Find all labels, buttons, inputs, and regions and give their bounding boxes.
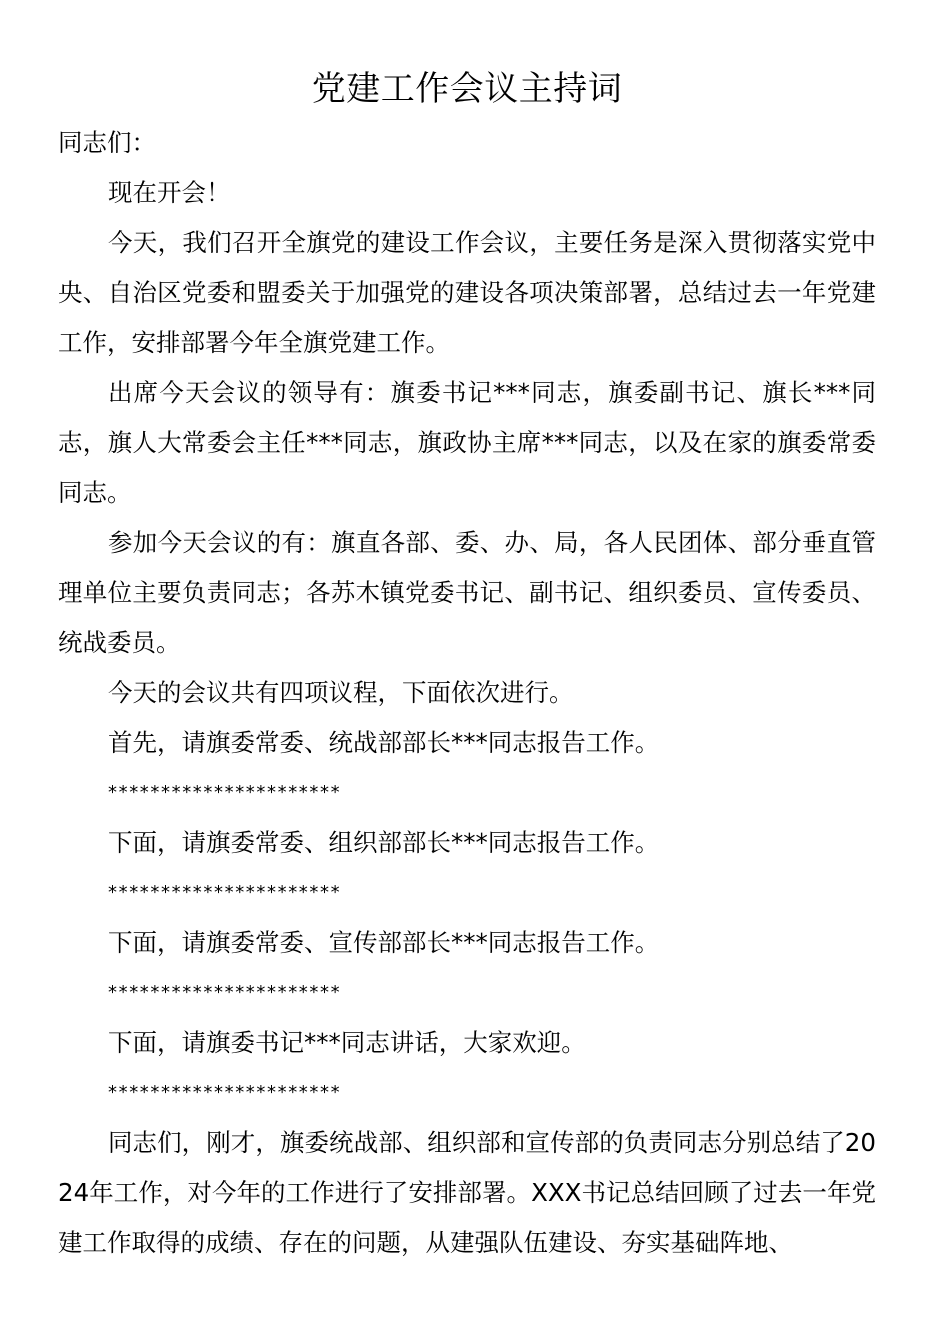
paragraph-meeting-purpose: 今天，我们召开全旗党的建设工作会议，主要任务是深入贯彻落实党中央、自治区党委和盟委关于加强党的建设各项决策部署，总结过去一年党建工作，安排部署今年全旗党建工作。 (58, 228, 876, 357)
paragraph-attending-leaders: 出席今天会议的领导有：旗委书记***同志，旗委副书记、旗长***同志，旗人大常委会主任***同志，旗政协主席***同志，以及在家的旗委常委同志。 (58, 378, 876, 507)
paragraph-agenda: 今天的会议共有四项议程，下面依次进行。 (108, 678, 574, 707)
paragraph-open-meeting: 现在开会！ (108, 178, 231, 207)
document-page (58, 62, 876, 1268)
separator-stars: ********************** (108, 982, 342, 1003)
paragraph-agenda-item-3: 下面，请旗委常委、宣传部部长***同志报告工作。 (108, 928, 660, 957)
paragraph-participants: 参加今天会议的有：旗直各部、委、办、局，各人民团体、部分垂直管理单位主要负责同志；各苏木镇党委书记、副书记、组织委员、宣传委员、统战委员。 (58, 528, 876, 657)
separator-stars: ********************** (108, 882, 342, 903)
separator-stars: ********************** (108, 1082, 342, 1103)
separator-stars: ********************** (108, 782, 342, 803)
paragraph-agenda-item-4: 下面，请旗委书记***同志讲话，大家欢迎。 (108, 1028, 586, 1057)
document-title: 党建工作会议主持词 (311, 69, 623, 109)
paragraph-agenda-item-2: 下面，请旗委常委、组织部部长***同志报告工作。 (108, 828, 660, 857)
salutation: 同志们： (58, 128, 156, 157)
paragraph-agenda-item-1: 首先，请旗委常委、统战部部长***同志报告工作。 (108, 728, 660, 757)
paragraph-summary: 同志们，刚才，旗委统战部、组织部和宣传部的负责同志分别总结了2024年工作，对今年的工作进行了安排部署。XXX书记总结回顾了过去一年党建工作取得的成绩、存在的问题，从建强队伍建设、夯实基础阵地、 (58, 1128, 876, 1257)
